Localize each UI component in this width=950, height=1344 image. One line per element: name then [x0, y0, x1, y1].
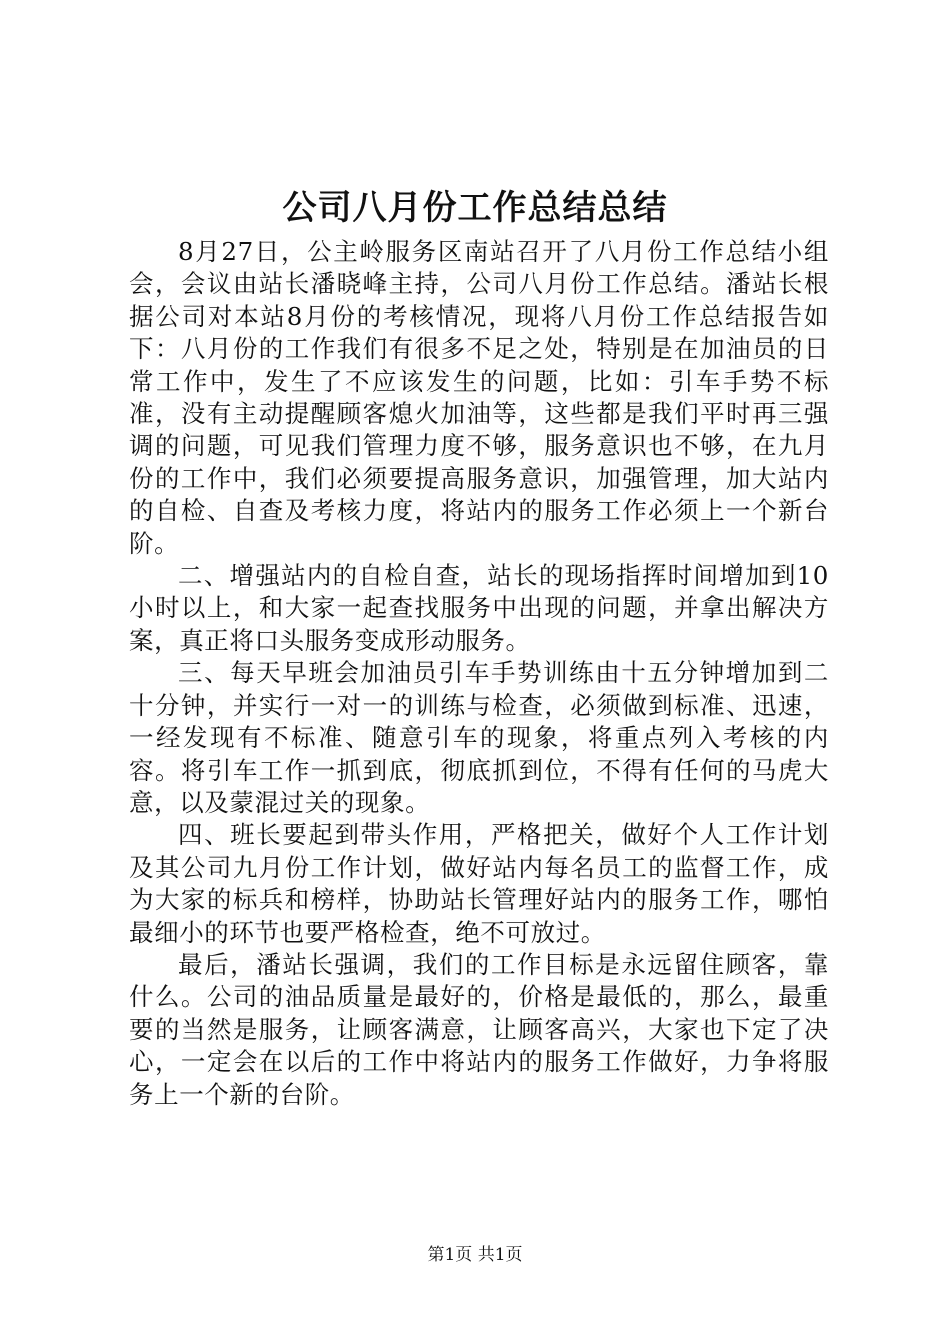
- document-title: 公司八月份工作总结总结: [282, 188, 668, 228]
- paragraph-4: 四、班长要起到带头作用，严格把关，做好个人工作计划及其公司九月份工作计划，做好站内每名员工的监督工作，成为大家的标兵和榜样，协助站长管理好站内的服务工作，哪怕最细小的环节也要严格检查，绝不可放过。: [129, 820, 829, 947]
- document-body: [129, 236, 829, 1111]
- paragraph-3: 三、每天早班会加油员引车手势训练由十五分钟增加到二十分钟，并实行一对一的训练与检查，必须做到标准、迅速，一经发现有不标准、随意引车的现象，将重点列入考核的内容。将引车工作一抓到底，彻底抓到位，不得有任何的马虎大意，以及蒙混过关的现象。: [129, 658, 829, 817]
- paragraph-5: 最后，潘站长强调，我们的工作目标是永远留住顾客，靠什么。公司的油品质量是最好的，价格是最低的，那么，最重要的当然是服务，让顾客满意，让顾客高兴，大家也下定了决心，一定会在以后的工作中将站内的服务工作做好，力争将服务上一个新的台阶。: [129, 949, 829, 1109]
- paragraph-1: 8月27日，公主岭服务区南站召开了八月份工作总结小组会，会议由站长潘晓峰主持，公司八月份工作总结。潘站长根据公司对本站8月份的考核情况，现将八月份工作总结报告如下：八月份的工作我们有很多不足之处，特别是在加油员的日常工作中，发生了不应该发生的问题，比如：引车手势不标准，没有主动提醒顾客熄火加油等，这些都是我们平时再三强调的问题，可见我们管理力度不够，服务意识也不够，在九月份的工作中，我们必须要提高服务意识，加强管理，加大站内的自检、自查及考核力度，将站内的服务工作必须上一个新台阶。: [129, 237, 829, 558]
- page-footer: 第1页 共1页: [427, 1245, 523, 1265]
- paragraph-2: 二、增强站内的自检自查，站长的现场指挥时间增加到10小时以上，和大家一起查找服务中出现的问题，并拿出解决方案，真正将口头服务变成形动服务。: [129, 561, 829, 655]
